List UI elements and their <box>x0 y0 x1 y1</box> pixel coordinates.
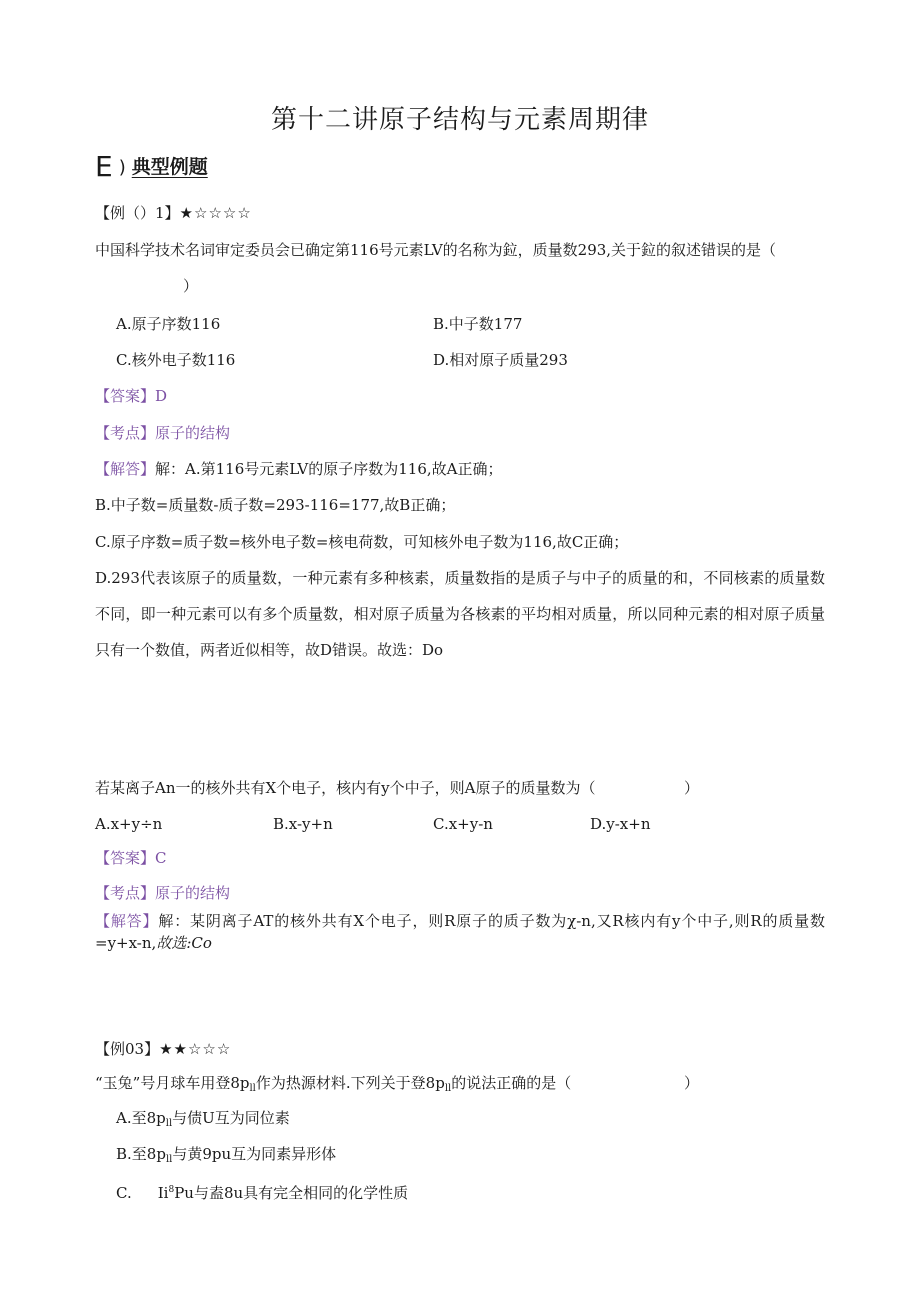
option-part: Pu与盍8u具有完全相同的化学性质 <box>174 1184 409 1202</box>
analysis-text: 解：某阴离子AT的核外共有X个电子，则R原子的质子数为χ-n,又R核内有y个中子,则R的质量数=y+x-n, <box>95 912 825 952</box>
example-3-option-b <box>116 1144 336 1170</box>
analysis-tail: 故选:Co <box>156 934 212 952</box>
example-2-analysis-paragraph <box>95 910 825 954</box>
example-2-close-paren: ） <box>684 779 700 797</box>
example-2-option-b: B.x-y+n <box>273 815 333 833</box>
option-label: C. <box>116 1184 132 1202</box>
answer-value: D <box>155 387 168 405</box>
example-3-stars: ★★☆☆☆ <box>159 1040 232 1058</box>
answer-tag: 【答案】 <box>95 849 156 867</box>
section-label: 典型例题 <box>131 156 208 178</box>
analysis-tag: 【解答】 <box>95 460 156 478</box>
example-1-close-paren: ） <box>183 277 199 295</box>
question-subscript: ll <box>249 1083 256 1094</box>
example-1-option-b: B.中子数177 <box>433 315 523 333</box>
example-3-option-c <box>116 1180 408 1203</box>
example-1-point <box>95 423 230 443</box>
example-1-option-d: D.相对原子质量293 <box>433 351 568 369</box>
example-1-label: 【例（）1】 <box>95 204 180 222</box>
question-part: 的说法正确的是（ <box>451 1074 572 1092</box>
question-part: 作为热源材料.下列关于登8p <box>255 1074 445 1092</box>
answer-tag: 【答案】 <box>95 387 156 405</box>
option-subscript: ll <box>165 1154 173 1165</box>
option-subscript: ll <box>165 1118 173 1129</box>
example-1-analysis-line-2: B.中子数=质量数-质子数=293-116=177,故B正确； <box>95 496 456 514</box>
example-1-analysis-paragraph: D.293代表该原子的质量数，一种元素有多种核素，质量数指的是质子与中子的质量的和，不同核素的质量数不同，即一种元素可以有多个质量数，相对原子质量为各核素的平均相对质量，所以同种元素的相对原子质量只有一个数值，两者近似相等，故D错误。故选：Do <box>95 569 825 659</box>
page-title: 第十二讲原子结构与元素周期律 <box>270 105 649 135</box>
example-2-answer <box>95 848 167 868</box>
example-2-option-a: A.x+y÷n <box>95 815 163 833</box>
option-part: 与债U互为同位素 <box>172 1109 290 1127</box>
example-2-option-c: C.x+y-n <box>433 815 493 833</box>
question-part: “玉兔”号月球车用登8p <box>95 1074 250 1092</box>
question-subscript: ll <box>444 1083 452 1094</box>
example-3-close-paren: ） <box>684 1074 700 1092</box>
point-value: 原子的结构 <box>155 884 231 902</box>
analysis-tag: 【解答】 <box>95 912 159 930</box>
section-paren: ) <box>118 157 126 178</box>
answer-value: C <box>155 849 167 867</box>
example-3-question <box>95 1073 571 1099</box>
option-superscript: 8 <box>168 1185 175 1195</box>
section-letter: E <box>95 150 113 183</box>
option-part: A.至8p <box>116 1109 166 1127</box>
option-part: Ii <box>157 1184 169 1202</box>
example-2-question: 若某离子An一的核外共有X个电子，核内有y个中子，则A原子的质量数为（ <box>95 779 596 797</box>
point-value: 原子的结构 <box>155 424 231 442</box>
example-3-label: 【例03】 <box>95 1040 160 1058</box>
analysis-text: 解：A.第116号元素LV的原子序数为116,故A正确； <box>155 460 503 478</box>
option-part: 与黄9pu互为同素异形体 <box>172 1145 337 1163</box>
example-2-option-d: D.y-x+n <box>590 815 651 833</box>
example-1-option-c: C.核外电子数116 <box>116 351 236 369</box>
point-tag: 【考点】 <box>95 424 156 442</box>
example-3-header <box>95 1039 231 1059</box>
example-3-option-a <box>116 1108 290 1134</box>
example-1-analysis-line-1 <box>95 459 503 479</box>
example-2-point <box>95 883 230 903</box>
example-1-option-a: A.原子序数116 <box>116 315 221 333</box>
example-1-header <box>95 203 252 223</box>
section-heading <box>95 150 208 183</box>
example-1-answer <box>95 386 167 406</box>
example-1-question: 中国科学技术名词审定委员会已确定第116号元素LV的名称为鉝，质量数293,关于鉝的叙述错误的是（ <box>95 241 777 259</box>
option-part: B.至8p <box>116 1145 166 1163</box>
example-1-stars: ★☆☆☆☆ <box>179 204 252 222</box>
example-1-analysis-line-3: C.原子序数=质子数=核外电子数=核电荷数，可知核外电子数为116,故C正确； <box>95 533 629 551</box>
point-tag: 【考点】 <box>95 884 156 902</box>
